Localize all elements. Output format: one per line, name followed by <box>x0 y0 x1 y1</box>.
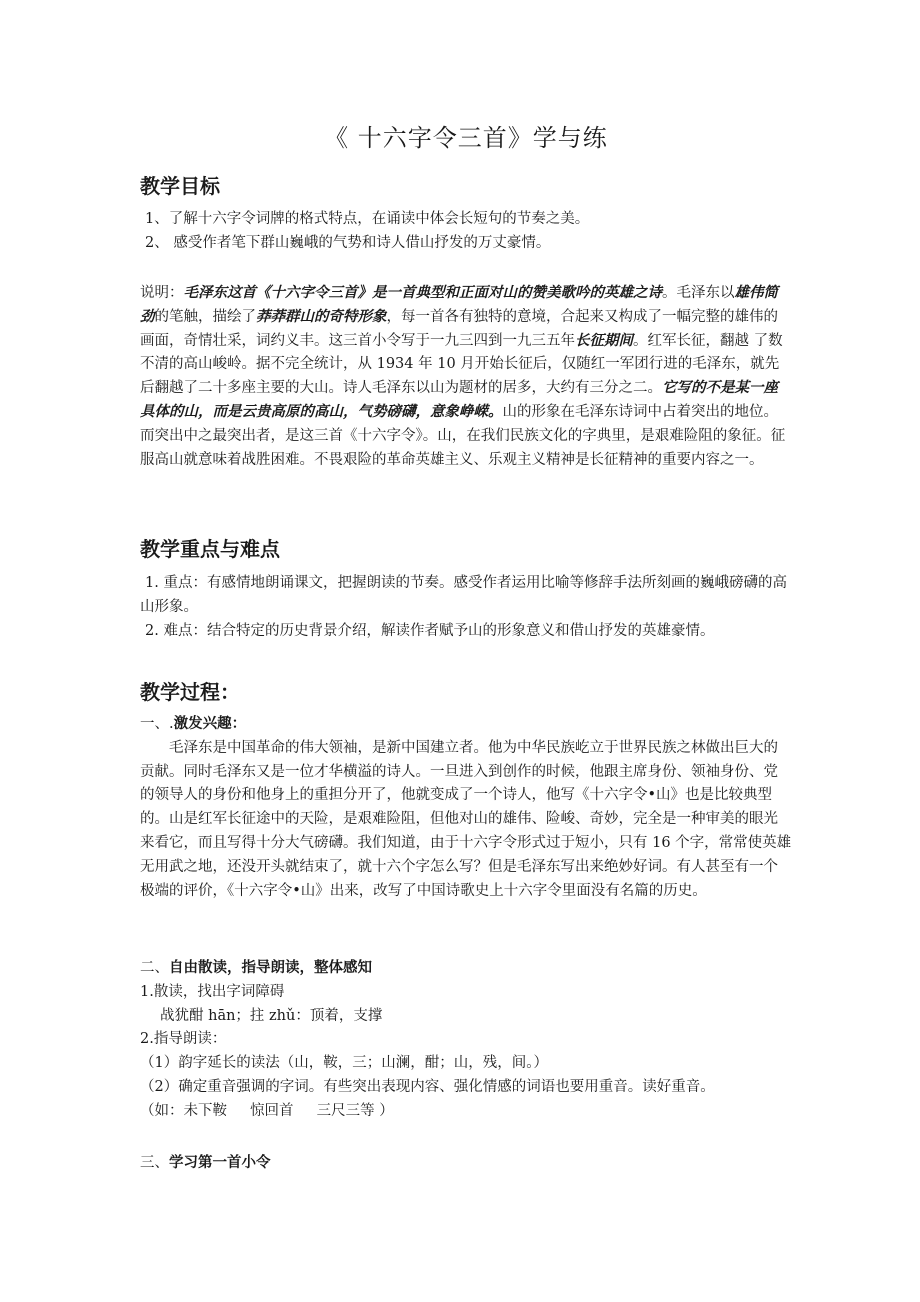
key-point-item: 1. 重点：有感情地朗诵课文，把握朗读的节奏。感受作者运用比喻等修辞手法所刻画的巍峨磅礴的高山形象。 <box>140 575 787 615</box>
step-2-sub2: 2.指导朗读： <box>140 1031 227 1048</box>
process-step-1 <box>140 713 792 903</box>
section-heading-process: 教学过程： <box>140 680 240 704</box>
section-heading-key-points: 教学重点与难点 <box>140 537 280 561</box>
step-2-sub1-detail: 战犹酣 hān；拄 zhǔ：顶着，支撑 <box>160 1007 383 1024</box>
goals-list <box>140 208 792 256</box>
step-3-title: 学习第一首小令 <box>169 1155 271 1171</box>
step-1-heading <box>140 713 792 737</box>
step-2-heading <box>140 957 792 981</box>
step-2-title: 自由散读，指导朗读，整体感知 <box>169 960 372 976</box>
note-text: 。毛泽东以 <box>662 285 735 301</box>
note-emphasis: 莽莽群山的奇特形象 <box>256 308 387 325</box>
note-emphasis: 它写的不是某一座具体的山，而是云贵高原的高山，气势磅礴，意象峥嵘。 <box>140 380 778 420</box>
note-label: 说明： <box>140 285 184 301</box>
note-text: 。红军长征，翻越 了数不清的高山峻岭。据不完全统计，从 1934 年 10 月开始长征后，仅随红一军团行进的毛泽东，就先后翻越了二十多座主要的大山。诗人毛泽东以山为题材的居多，大约有三分之二。 <box>140 332 783 397</box>
note-text: 的笔触，描绘了 <box>154 308 256 325</box>
goal-item: 1、了解十六字令词牌的格式特点，在诵读中体会长短句的节奏之美。 <box>145 211 590 227</box>
step-2-prefix: 二、 <box>140 960 169 976</box>
note-emphasis: 毛泽东这首《十六字令三首》是一首典型和正面对山的赞美歌吟的英雄之诗 <box>183 285 662 301</box>
goal-item: 2、 感受作者笔下群山巍峨的气势和诗人借山抒发的万丈豪情。 <box>145 234 551 251</box>
note-text: ，每一首各有独特的意境，合起来又构成了一幅完整的雄伟的画面，奇情壮采，词约义丰。这三首小令写于一九三四到一九三五年 <box>140 308 778 349</box>
process-step-2 <box>140 957 792 1124</box>
step-2-sub2-a: （1）韵字延长的读法（山，鞍，三；山澜，酣；山，残，间。） <box>140 1055 548 1072</box>
step-2-sub2-b: （2）确定重音强调的字词。有些突出表现内容、强化情感的词语也要用重音。读好重音。 <box>140 1078 715 1095</box>
step-2-sub1: 1.散读，找出字词障碍 <box>140 983 285 1000</box>
section-heading-goals: 教学目标 <box>140 174 220 198</box>
step-1-title: 激发兴趣： <box>173 716 247 732</box>
key-point-item: 2. 难点：结合特定的历史背景介绍，解读作者赋予山的形象意义和借山抒发的英雄豪情。 <box>145 622 715 639</box>
note-emphasis: 雄伟简劲 <box>140 285 778 325</box>
key-points-list <box>140 572 792 643</box>
step-2-sub2-c: （如：未下鞍 惊回首 三尺三等 ） <box>140 1102 394 1119</box>
note-paragraph <box>140 282 792 472</box>
step-3-heading <box>140 1152 792 1176</box>
step-1-body: 毛泽东是中国革命的伟大领袖，是新中国建立者。他为中华民族屹立于世界民族之林做出巨大的贡献。同时毛泽东又是一位才华横溢的诗人。一旦进入到创作的时候，他跟主席身份、领袖身份、党的领导人的身份和他身上的重担分开了，他就变成了一个诗人，他写《十六字令•山》也是比较典型的。山是红军长征途中的天险，是艰难险阻，但他对山的雄伟、险峻、奇妙，完全是一种审美的眼光来看它，而且写得十分大气磅礴。我们知道，由于十六字令形式过于短小，只有 16 个字，常常使英雄无用武之地，还没开头就结束了，就十六个字怎么写？但是毛泽东写出来绝妙好词。有人甚至有一个极端的评价，《十六字令•山》出来，改写了中国诗歌史上十六字令里面没有名篇的历史。 <box>140 739 792 899</box>
step-1-prefix: 一、. <box>140 716 174 732</box>
note-text: 山的形象在毛泽东诗词中占着突出的地位。而突出中之最突出者，是这三首《十六字令》。山，在我们民族文化的字典里，是艰难险阻的象征。征服高山就意味着战胜困难。不畏艰险的革命英雄主义、乐观主义精神是长征精神的重要内容之一。 <box>140 403 786 468</box>
note-emphasis: 长征期间 <box>575 332 633 349</box>
page-title: 《 十六字令三首》学与练 <box>324 124 608 152</box>
step-3-prefix: 三、 <box>140 1155 169 1171</box>
process-step-3 <box>140 1152 792 1176</box>
